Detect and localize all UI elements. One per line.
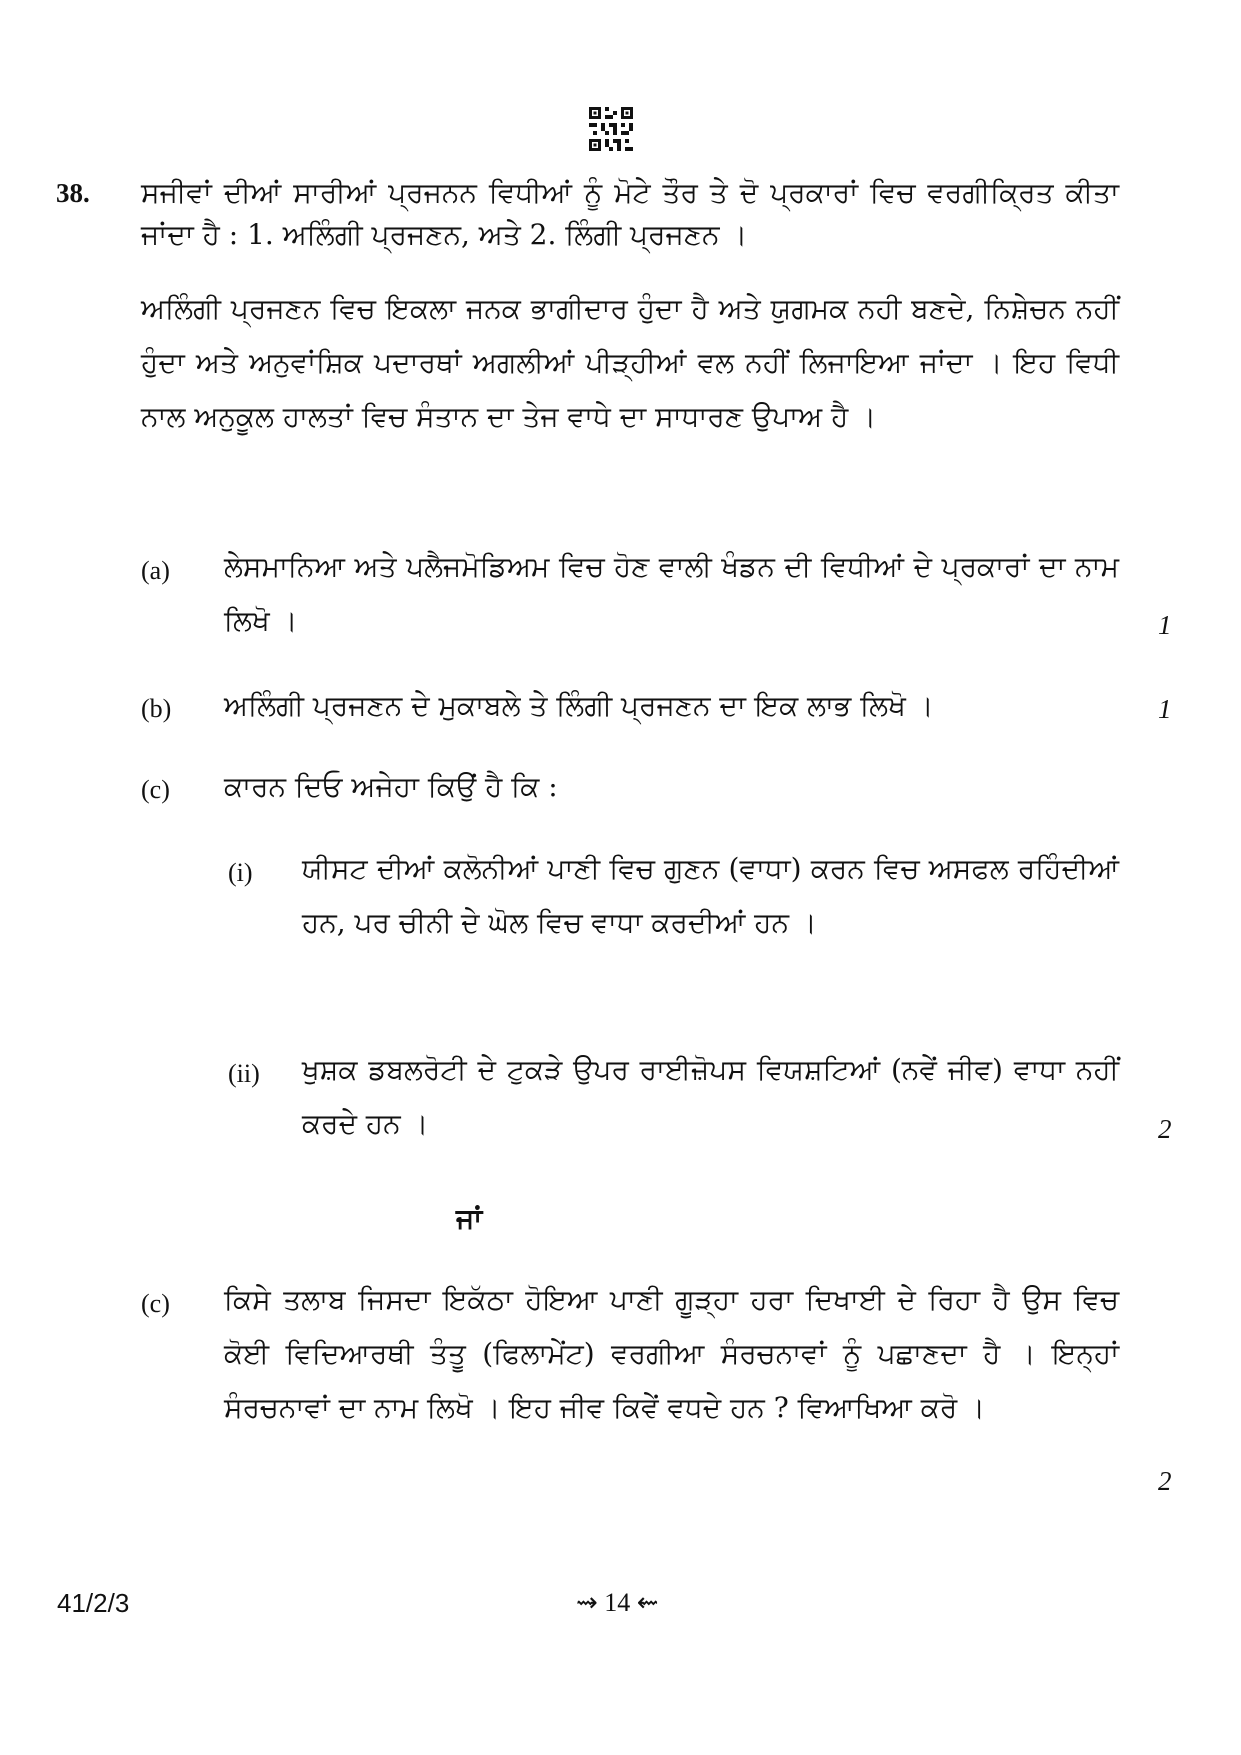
part-b-text: ਅਲਿੰਗੀ ਪ੍ਰਜਣਨ ਦੇ ਮੁਕਾਬਲੇ ਤੇ ਲਿੰਗੀ ਪ੍ਰਜਣਨ ਦਾ ਇਕ ਲਾਭ ਲਿਖੋ । — [224, 689, 934, 722]
part-c-i-text: ਯੀਸਟ ਦੀਆਂ ਕਲੋਨੀਆਂ ਪਾਣੀ ਵਿਚ ਗੁਣਨ (ਵਾਧਾ) ਕਰਨ ਵਿਚ ਅਸਫਲ ਰਹਿੰਦੀਆਂ ਹਨ, ਪਰ ਚੀਨੀ ਦੇ ਘੋਲ ਵਿਚ ਵਾਧਾ ਕਰਦੀਆਂ ਹਨ । — [302, 852, 1119, 939]
part-b-label: (b) — [141, 694, 172, 723]
part-c-ii-label: (ii) — [228, 1059, 260, 1088]
part-c-alt-marks: 2 — [1158, 1466, 1172, 1496]
part-b-marks: 1 — [1158, 694, 1172, 724]
qr-code — [589, 107, 633, 151]
part-c-ii-marks: 2 — [1158, 1114, 1172, 1144]
part-c-label: (c) — [141, 775, 170, 804]
part-a-marks: 1 — [1158, 610, 1172, 640]
part-c-i-label: (i) — [228, 858, 253, 887]
paper-code: 41/2/3 — [57, 1588, 130, 1618]
part-c-alt-text: ਕਿਸੇ ਤਲਾਬ ਜਿਸਦਾ ਇਕੱਠਾ ਹੋਇਆ ਪਾਣੀ ਗੂੜ੍ਹਾ ਹਰਾ ਦਿਖਾਈ ਦੇ ਰਿਹਾ ਹੈ ਉਸ ਵਿਚ ਕੋਈ ਵਿਦਿਆਰਥੀ ਤੰਤੂ (ਫਿਲਾਮੇਂਟ) ਵਰਗੀਆ ਸੰਰਚਨਾਵਾਂ ਨੂੰ ਪਛਾਣਦਾ ਹੈ । ਇਨ੍ਹਾਂ ਸੰਰਚਨਾਵਾਂ ਦਾ ਨਾਮ ਲਿਖੋ । ਇਹ ਜੀਵ ਕਿਵੇਂ ਵਧਦੇ ਹਨ ? ਵਿਆਖਿਆ ਕਰੋ । — [224, 1283, 1119, 1424]
page-number: ⇝ 14 ⇜ — [576, 1588, 659, 1617]
question-paragraph: ਅਲਿੰਗੀ ਪ੍ਰਜਣਨ ਵਿਚ ਇਕਲਾ ਜਨਕ ਭਾਗੀਦਾਰ ਹੁੰਦਾ ਹੈ ਅਤੇ ਯੁਗਮਕ ਨਹੀ ਬਣਦੇ, ਨਿਸ਼ੇਚਨ ਨਹੀਂ ਹੁੰਦਾ ਅਤੇ ਅਨੁਵਾਂਸ਼ਿਕ ਪਦਾਰਥਾਂ ਅਗਲੀਆਂ ਪੀੜ੍ਹੀਆਂ ਵਲ ਨਹੀਂ ਲਿਜਾਇਆ ਜਾਂਦਾ । ਇਹ ਵਿਧੀ ਨਾਲ ਅਨੁਕੂਲ ਹਾਲਤਾਂ ਵਿਚ ਸੰਤਾਨ ਦਾ ਤੇਜ ਵਾਧੇ ਦਾ ਸਾਧਾਰਣ ਉਪਾਅ ਹੈ । — [141, 292, 1119, 433]
or-separator: ਜਾਂ — [456, 1202, 483, 1235]
question-number: 38. — [56, 178, 90, 208]
part-c-text: ਕਾਰਨ ਦਿਓ ਅਜੇਹਾ ਕਿਉਂ ਹੈ ਕਿ : — [224, 770, 558, 803]
part-a-label: (a) — [141, 556, 170, 585]
part-a-text: ਲੇਸਮਾਨਿਆ ਅਤੇ ਪਲੈਜਮੋਡਿਅਮ ਵਿਚ ਹੋਣ ਵਾਲੀ ਖੰਡਨ ਦੀ ਵਿਧੀਆਂ ਦੇ ਪ੍ਰਕਾਰਾਂ ਦਾ ਨਾਮ ਲਿਖੋ । — [224, 550, 1119, 637]
question-intro: ਸਜੀਵਾਂ ਦੀਆਂ ਸਾਰੀਆਂ ਪ੍ਰਜਨਨ ਵਿਧੀਆਂ ਨੂੰ ਮੋਟੇ ਤੌਰ ਤੇ ਦੋ ਪ੍ਰਕਾਰਾਂ ਵਿਚ ਵਰਗੀਕ੍ਰਿਤ ਕੀਤਾ ਜਾਂਦਾ ਹੈ : 1. ਅਲਿੰਗੀ ਪ੍ਰਜਣਨ, ਅਤੇ 2. ਲਿੰਗੀ ਪ੍ਰਜਣਨ । — [141, 176, 1119, 251]
part-c-ii-text: ਖੁਸ਼ਕ ਡਬਲਰੋਟੀ ਦੇ ਟੁਕੜੇ ਉਪਰ ਰਾਈਜ਼ੋਪਸ ਵਿਯਸ਼ਟਿਆਂ (ਨਵੇਂ ਜੀਵ) ਵਾਧਾ ਨਹੀਂ ਕਰਦੇ ਹਨ । — [302, 1053, 1119, 1140]
part-c-alt-label: (c) — [141, 1289, 170, 1318]
